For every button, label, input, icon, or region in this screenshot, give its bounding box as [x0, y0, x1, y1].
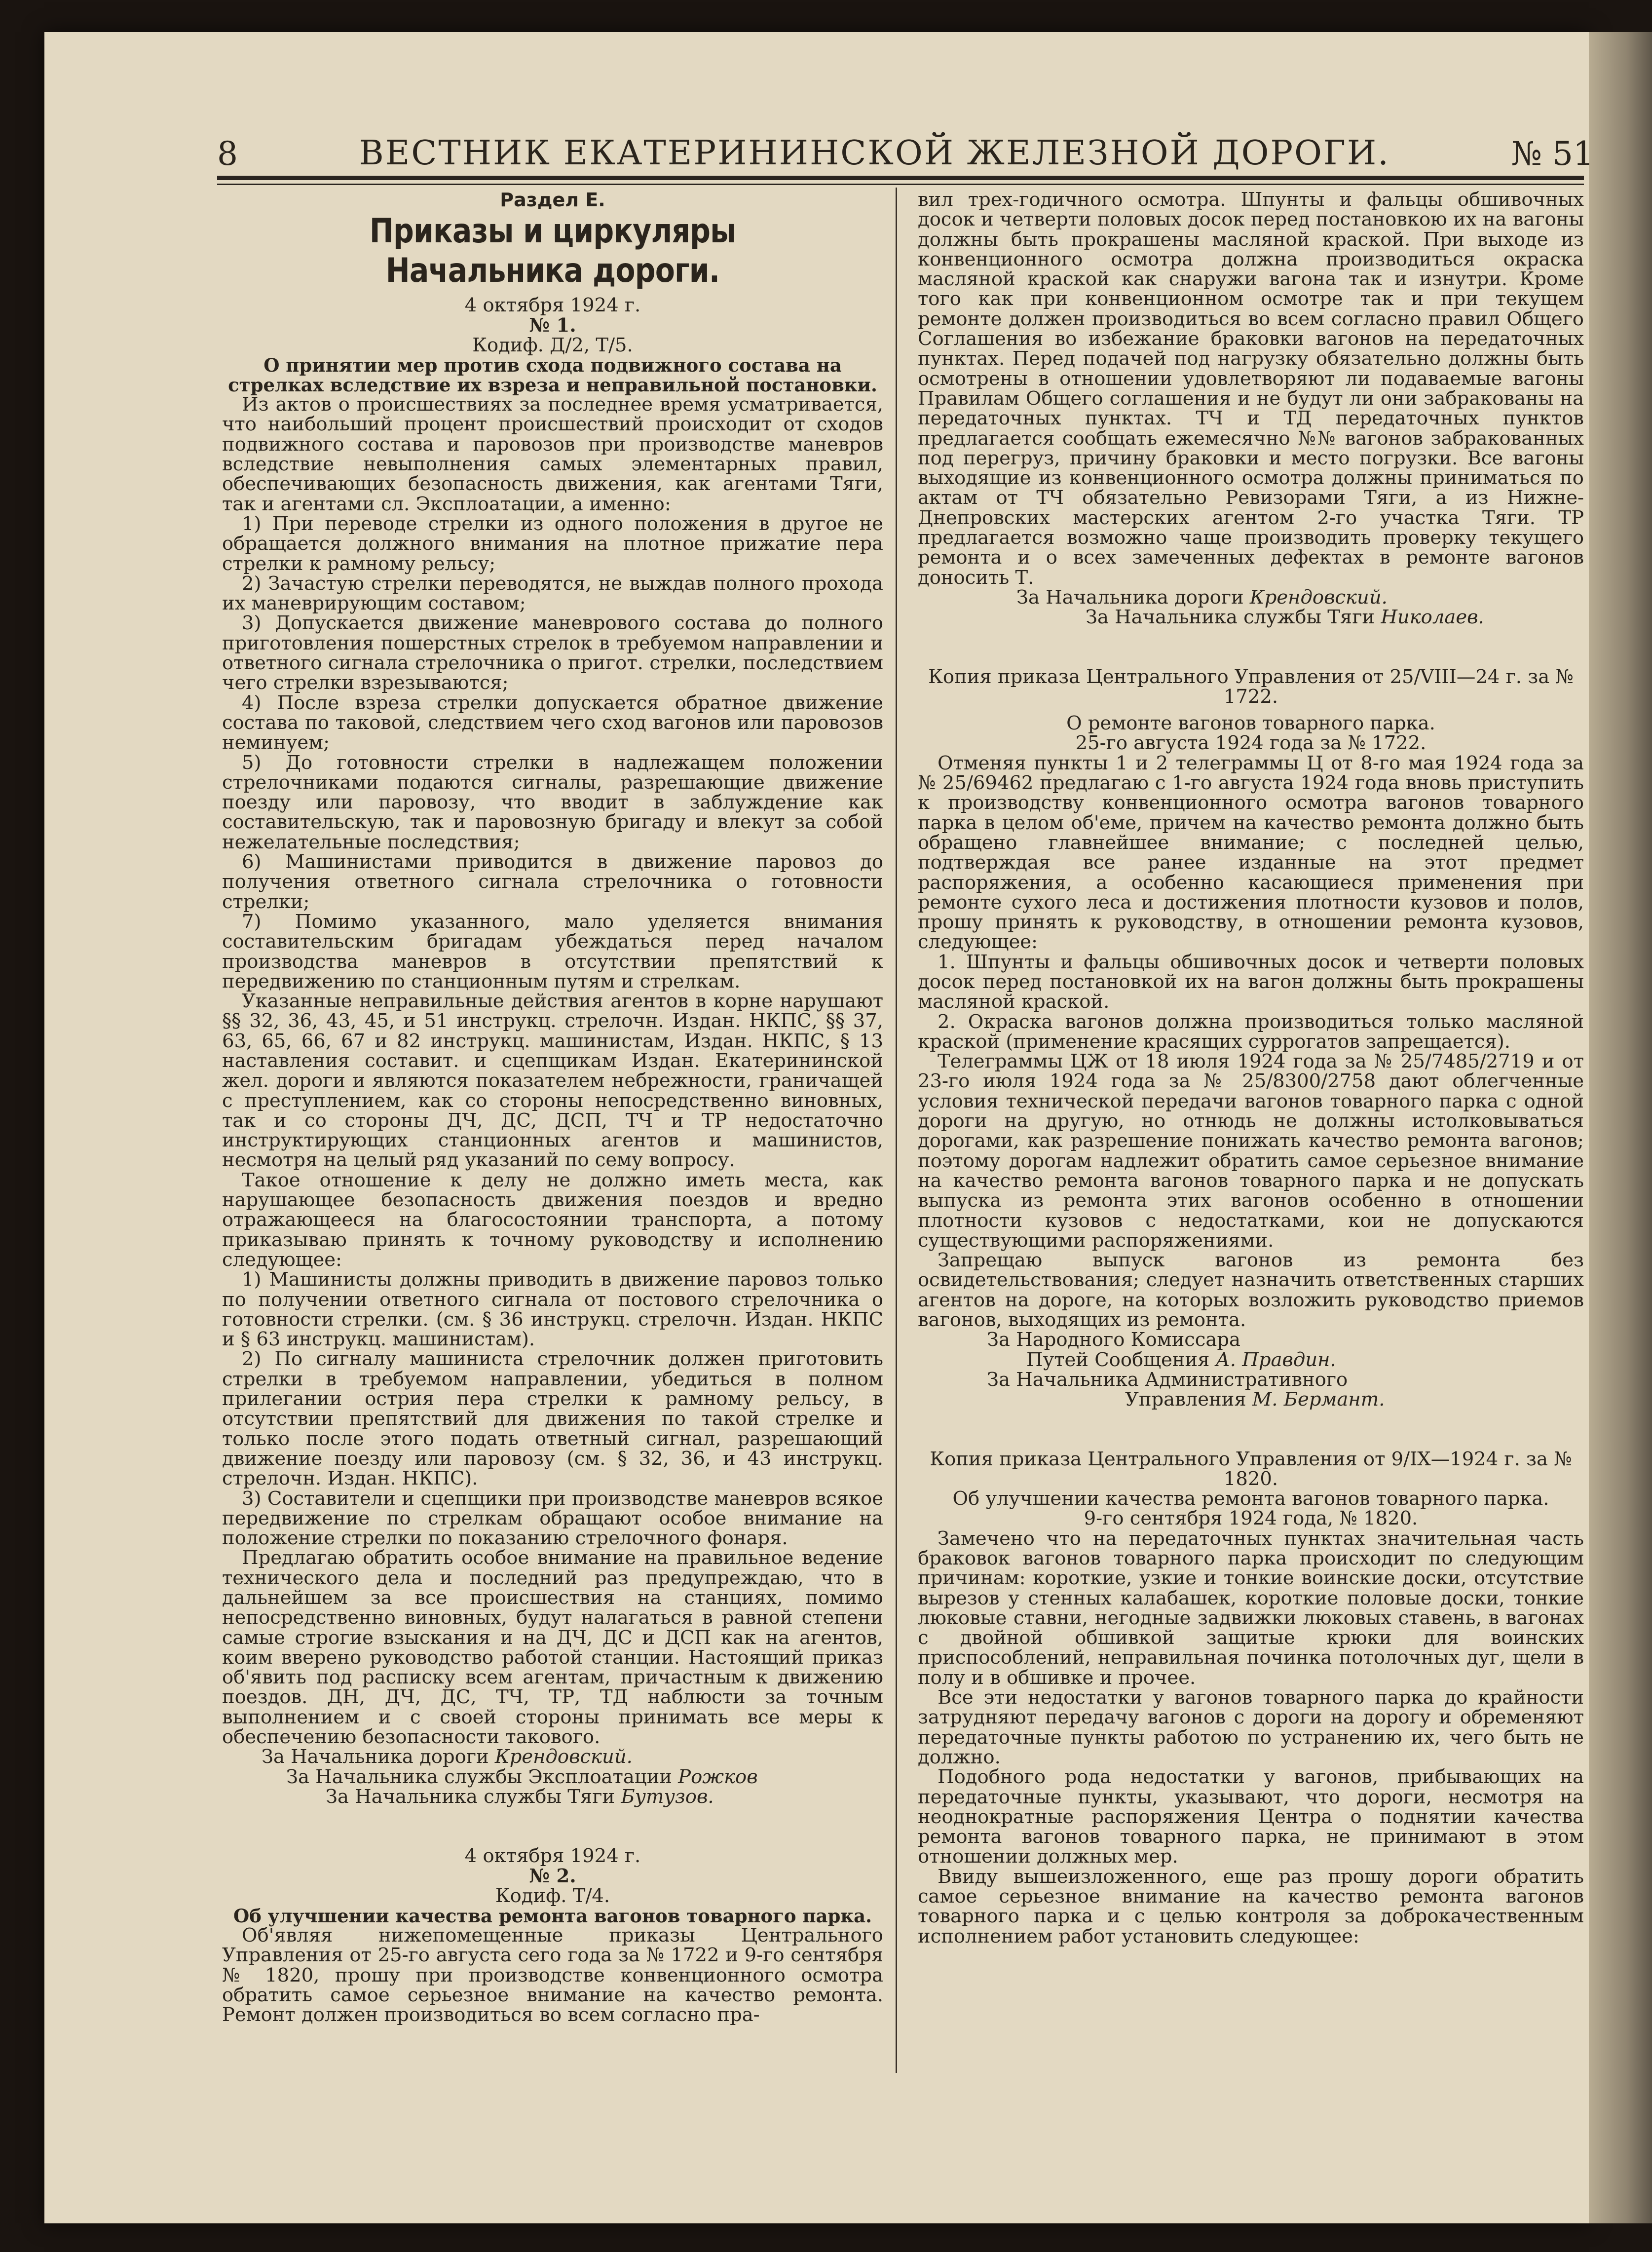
paragraph: 7) Помимо указанного, мало уделяется внимания составительским бригадам убеждаться перед началом производства маневров в отсутствии препятствий к передвижению по станционным путям и стрелкам. [222, 910, 883, 992]
order-body [222, 395, 883, 1747]
paragraph: Из актов о происшествиях за последнее время усматривается, что наибольший процент происшествий происходит от сходов подвижного состава и паровозов при производстве маневров вследствие невыполнения самых элементарных правил, обеспечивающих безопасность движения, как агентами Тяги, так и агентами сл. Эксплоатации, а именно: [222, 393, 883, 515]
paragraph: Все эти недостатки у вагонов товарного парка до крайности затрудняют передачу вагонов с дороги на дорогу и обременяют передаточные пункты работою по устранению их, чего быть не должно. [918, 1686, 1584, 1768]
paragraph: Ввиду вышеизложенного, еще раз прошу дороги обратить самое серьезное внимание на качество ремонта вагонов товарного парка и с целью контроля за доброкачественным исполнением работ установить следующее: [918, 1865, 1584, 1947]
order-codif: Кодиф. Т/4. [495, 1884, 610, 1907]
paragraph: 6) Машинистами приводится в движение паровоз до получения ответного сигнала стрелочника о готовности стрелки; [222, 851, 883, 913]
order-subject: О принятии мер против схода подвижного состава на стрелках вследствие их взреза и неправильной постановки. [228, 354, 877, 396]
copy-subject: Об улучшении качества ремонта вагонов товарного парка. [952, 1488, 1549, 1510]
paragraph: 3) Составители и сцепщики при производстве маневров всякое передвижение по стрелкам обращают особое внимание на положение стрелки по показанию стрелочного фонаря. [222, 1487, 883, 1550]
signature-line: За Народного Комиссара [987, 1329, 1240, 1351]
publication-title: ВЕСТНИК ЕКАТЕРИНИНСКОЙ ЖЕЛЕЗНОЙ ДОРОГИ. [359, 134, 1390, 173]
header-rule [217, 176, 1584, 180]
paragraph: Замечено что на передаточных пунктах значительная часть браковок вагонов товарного парка происходит по следующим причинам: короткие, узкие и тонкие воинские доски, отсутствие вырезов у стенных калабашек, короткие половые доски, тонкие люковые ставни, негодные задвижки люковых ставень, в вагонах с двойной обшивкой защитые крюки для воинских приспособлений, неправильная починка потолочных дуг, щели в полу и в обшивке и прочее. [918, 1527, 1584, 1689]
signature-line: За Начальника Административного [987, 1368, 1348, 1391]
column-divider [896, 188, 897, 2073]
paragraph: 3) Допускается движение маневрового состава до полного приготовления пошерстных стрелок в требуемом направлении и ответного сигнала стрелочника о пригот. стрелки, последствием чего стрелки взрезываются; [222, 612, 883, 694]
signature-line: За Начальника дороги Крендовский. [1016, 586, 1388, 609]
page-number: 8 [217, 135, 238, 173]
left-column [222, 190, 883, 2025]
header-rule-thin [217, 184, 1584, 185]
paragraph: 5) До готовности стрелки в надлежащем положении стрелочниками подаются сигналы, разрешающие движение поезду или паровозу, что вводит в заблуждение как составительскую, так и паровозную бригаду и влекут за собой нежелательные последствия; [222, 751, 883, 853]
order-number: № 2. [529, 1865, 576, 1887]
copy-body [918, 754, 1584, 1331]
paragraph: 2) По сигналу машиниста стрелочник должен приготовить стрелки в требуемом направлении, убедиться в полном прилегании острия пера стрелки к рамному рельсу, в отсутствии препятствий для движения по такой стрелке и только после этого подать ответный сигнал, разрешающий движение поезду или паровозу (см. § 32, 36, и 43 инструкц. стрелочн. Издан. НКПС). [222, 1348, 883, 1490]
paragraph: Такое отношение к делу не должно иметь места, как нарушающее безопасность движения поездов и вредно отражающееся на благосостоянии транспорта, а потому приказываю принять к точному руководству и исполнению следующее: [222, 1169, 883, 1271]
order-paragraph: Об'являя нижепомещенные приказы Центрального Управления от 25-го августа сего года за № 1722 и 9-го сентября № 1820, прошу при производстве конвенционного осмотра обратить самое серьезное внимание на качество ремонта. Ремонт должен производиться во всем согласно пра- [222, 1924, 883, 2026]
paragraph: Подобного рода недостатки у вагонов, прибывающих на передаточные пункты, указывают, что дороги, несмотря на неоднократные распоряжения Центра о поднятии качества ремонта вагонов товарного парка, не принимают в этом отношении должных мер. [918, 1766, 1584, 1868]
signature-line: За Начальника службы Тяги Бутузов. [326, 1785, 714, 1808]
signature-line: Путей Сообщения А. Правдин. [1026, 1348, 1336, 1371]
right-column [918, 190, 1584, 1947]
paragraph: 2. Окраска вагонов должна производиться только масляной краской (применение красящих суррогатов запрещается). [918, 1010, 1584, 1053]
order-number: № 1. [529, 314, 576, 337]
issue-number: № 51 [1511, 135, 1594, 173]
copy-heading: Копия приказа Центрального Управления от 25/VIII—24 г. за № 1722. [928, 665, 1574, 708]
paragraph: Предлагаю обратить особое внимание на правильное ведение технического дела и последний раз предупреждаю, что в дальнейшем за все происшествия на станциях, помимо непосредственно виновных, будут налагаться в равной степени самые строгие взыскания и на ДЧ, ДС и ДСП как на агентов, коим вверено руководство работой станции. Настоящий приказ об'явить под расписку всем агентам, причастным к движению поездов. ДН, ДЧ, ДС, ТЧ, ТР, ТД наблюсти за точным выполнением и с своей стороны принимать все меры к обеспечению безопасности такового. [222, 1547, 883, 1749]
signature-line: Управления М. Бермант. [1125, 1388, 1385, 1411]
page-header [217, 118, 1594, 173]
paragraph: 1. Шпунты и фальцы обшивочных досок и четверти половых досок перед постановкой их на вагон должны быть прокрашены масляной краской. [918, 951, 1584, 1013]
paragraph: 1) При переводе стрелки из одного положения в другое не обращается должного внимания на плотное прижатие пера стрелки к рамному рельсу; [222, 512, 883, 575]
copy-date: 9-го сентября 1924 года, № 1820. [1084, 1507, 1418, 1530]
copy-date: 25-го августа 1924 года за № 1722. [1075, 732, 1427, 755]
copy-body [918, 1529, 1584, 1947]
paragraph: 4) После взреза стрелки допускается обратное движение состава по таковой, следствием чего сход вагонов или паровозов неминуем; [222, 691, 883, 754]
signature-line: За Начальника службы Тяги Николаев. [1086, 606, 1484, 629]
paragraph: Запрещаю выпуск вагонов из ремонта без освидетельствования; следует назначить ответственных старших агентов на дороге, на которых возложить руководство приемов вагонов, выходящих из ремонта. [918, 1249, 1584, 1332]
section-title: Приказы и циркуляры Начальника дороги. [369, 212, 736, 291]
paragraph: 2) Зачастую стрелки переводятся, не выждав полного прохода их маневрирующим составом; [222, 572, 883, 615]
order-date: 4 октября 1924 г. [464, 1845, 641, 1868]
copy-subject: О ремонте вагонов товарного парка. [1066, 712, 1435, 735]
signature-line: За Начальника дороги Крендовский. [262, 1746, 633, 1768]
signature-line: За Начальника службы Эксплоатации Рожков [286, 1765, 758, 1788]
paragraph: Указанные неправильные действия агентов в корне нарушают §§ 32, 36, 43, 45, и 51 инструкц. стрелочн. Издан. НКПС, §§ 37, 63, 65, 66, 67 и 82 инструкц. машинистам, Издан. НКПС, § 13 наставления составит. и сцепщикам Издан. Екатерининской жел. дороги и являются показателем небрежности, граничащей с преступлением, как со стороны непосредственно виновных, так и со стороны ДЧ, ДС, ДСП, ТЧ и ТР недостаточно инструктирующих станционных агентов и машинистов, несмотря на целый ряд указаний по сему вопросу. [222, 990, 883, 1172]
continued-paragraph: вил трех-годичного осмотра. Шпунты и фальцы обшивочных досок и четверти половых досок перед постановкою их на вагоны должны быть прокрашены масляной краской. При выходе из конвенционного осмотра должна производиться окраска масляной краской как снаружи вагона так и изнутри. Кроме того как при конвенционном осмотре так и при текущем ремонте должен производиться во всем согласно правил Общего Соглашения во избежание браковки вагонов на передаточных пунктах. Перед подачей под нагрузку обязательно должны быть осмотрены в отношении удовлетворяют ли подаваемые вагоны Правилам Общего соглашения и не будут ли они забракованы на передаточных пунктах. ТЧ и ТД передаточных пунктов предлагается сообщать ежемесячно №№ вагонов забракованных под перегруз, причину браковки и место погрузки. Все вагоны выходящие из конвенционного осмотра должны приниматься по актам от ТЧ обязательно Ревизорами Тяги, а из Нижне-Днепровских мастерских агентом 2-го участка Тяги. ТР предлагается возможно чаще производить проверку текущего ремонта и о всех замеченных дефектах в ремонте вагонов доносить Т. [918, 189, 1584, 589]
order-date: 4 октября 1924 г. [464, 294, 641, 317]
paragraph: 1) Машинисты должны приводить в движение паровоз только по получении ответного сигнала от постового стрелочника о готовности стрелки. (см. § 36 инструкц. стрелочн. Издан. НКПС и § 63 инструкц. машинистам). [222, 1268, 883, 1351]
section-label: Раздел Е. [500, 189, 605, 211]
order-codif: Кодиф. Д/2, Т/5. [472, 334, 633, 356]
paragraph: Отменяя пункты 1 и 2 телеграммы Ц от 8-го мая 1924 года за № 25/69462 предлагаю с 1-го августа 1924 года вновь приступить к производству конвенционного осмотра вагонов товарного парка в целом об'еме, причем на качество ремонта должно быть обращено главнейшее внимание; с последней целью, подтверждая все ранее изданные на этот предмет распоряжения, а особенно касающиеся применения при ремонте сухого леса и достижения плотности кузовов и полов, прошу принять к руководству, в отношении ремонта кузовов, следующее: [918, 752, 1584, 954]
copy-heading: Копия приказа Центрального Управления от 9/IX—1924 г. за № 1820. [930, 1448, 1572, 1490]
order-subject: Об улучшении качества ремонта вагонов товарного парка. [233, 1905, 872, 1927]
paragraph: Телеграммы ЦЖ от 18 июля 1924 года за № 25/7485/2719 и от 23-го июля 1924 года за № 25/8300/2758 дают облегченные условия технической передачи вагонов товарного парка с одной дороги на другую, но отнюдь не должны истолковываться дорогами, как разрешение понижать качество ремонта вагонов; поэтому дорогам надлежит обратить самое серьезное внимание на качество ремонта вагонов товарного парка и не допускать выпуска из ремонта этих вагонов особенно в отношении плотности кузовов с недостатками, кои не допускаются существующими распоряжениями. [918, 1050, 1584, 1252]
page-edge [1589, 32, 1652, 2223]
